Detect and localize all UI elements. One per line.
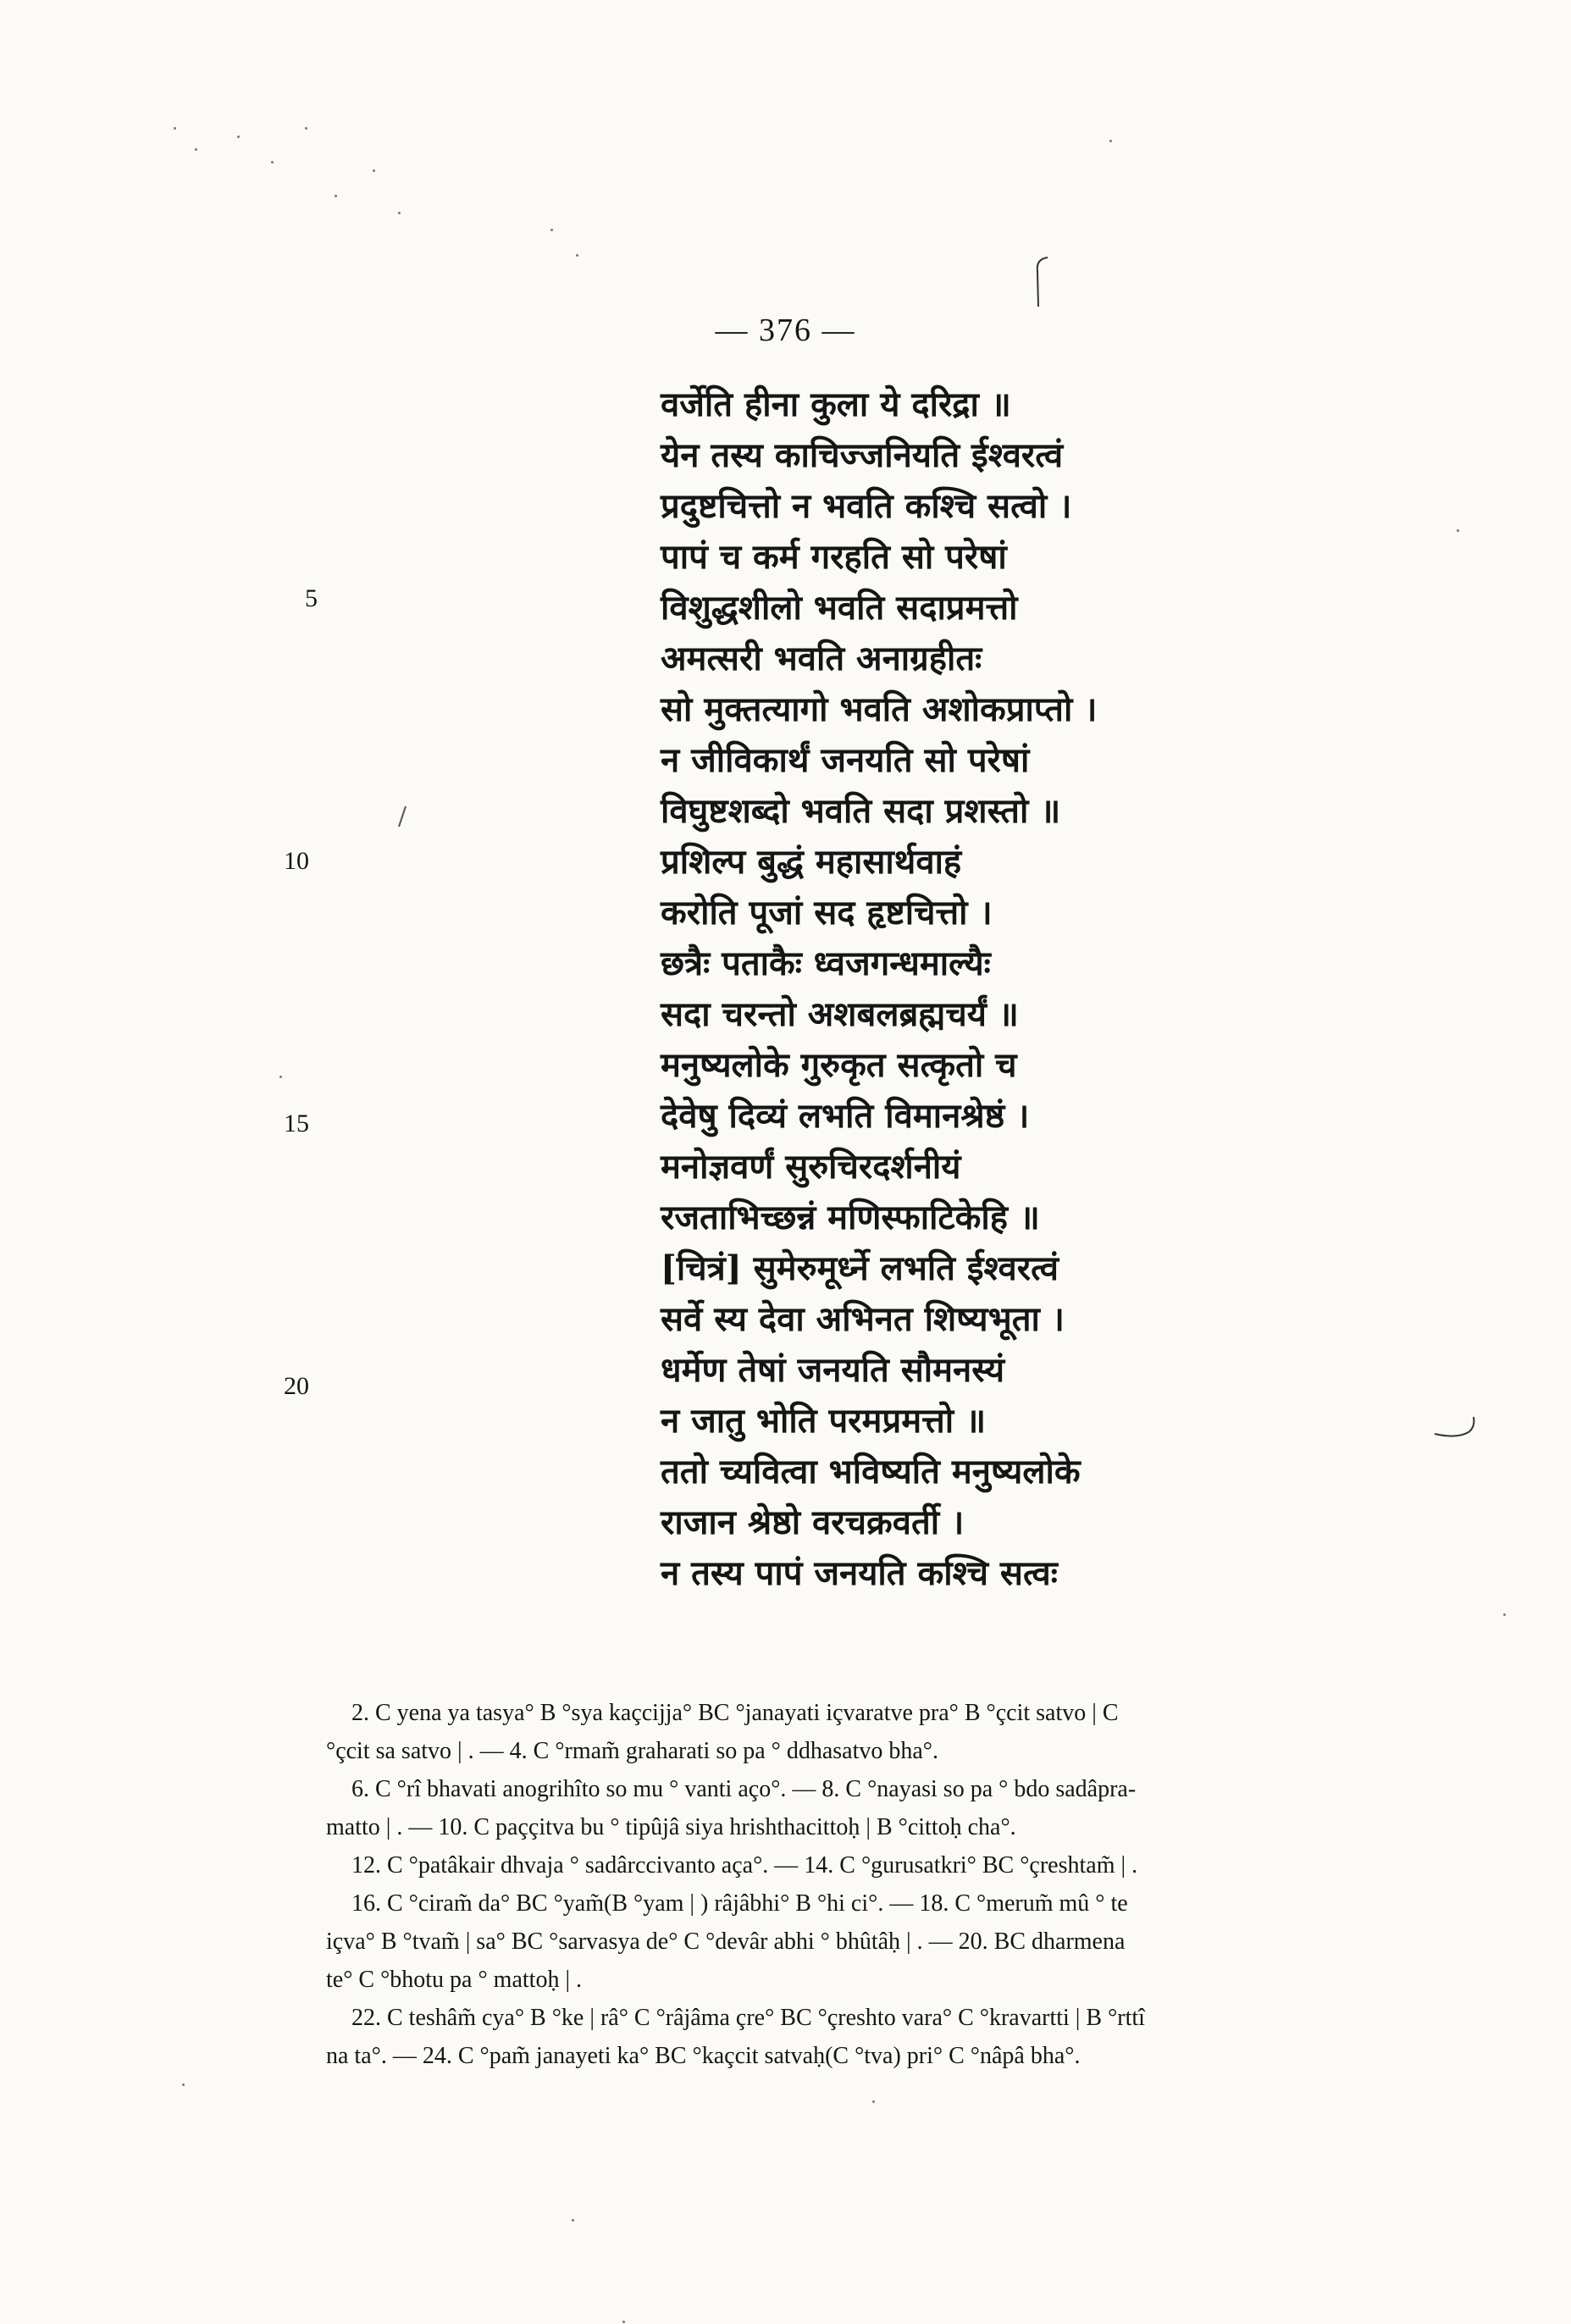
scan-speck <box>576 254 578 257</box>
scan-speck <box>182 2083 185 2086</box>
verse-line: पापं च कर्म गरहति सो परेषां <box>661 537 1007 577</box>
verse-line: छत्रैः पताकैः ध्वजगन्धमाल्यैः <box>661 943 991 983</box>
footnote-line: te° C °bhotu pa ° mattoḥ | . <box>326 1967 583 1993</box>
scan-speck <box>872 2100 875 2103</box>
critical-apparatus <box>326 1694 1419 2075</box>
verse-line: विघुष्टशब्दो भवति सदा प्रशस्तो ॥ <box>661 791 1061 831</box>
scan-speck <box>305 127 307 130</box>
footnote-line: °çcit sa satvo | . — 4. C °rmam̃ graharati so pa ° ddhasatvo bha°. <box>326 1738 938 1764</box>
verse-line: करोति पूजां सद हृष्टचित्तो । <box>661 893 993 932</box>
footnote-line: na ta°. — 24. C °pam̃ janayeti ka° BC °kaçcit satvaḥ(C °tva) pri° C °nâpâ bha°. <box>326 2043 1081 2069</box>
footnote-line: 6. C °rî bhavati anogrihîto so mu ° vanti aço°. — 8. C °nayasi so pa ° bdo sadâpra- <box>351 1776 1137 1802</box>
scan-speck <box>174 127 176 130</box>
footnote-line: içva° B °tvam̃ | sa° BC °sarvasya de° C °devâr abhi ° bhûtâḥ | . — 20. BC dharmena <box>326 1928 1126 1955</box>
scan-speck <box>1457 529 1459 532</box>
verse-line: धर्मेण तेषां जनयति सौमनस्यं <box>661 1350 1005 1390</box>
scan-speck <box>335 195 337 197</box>
verse-line: देवेषु दिव्यं लभति विमानश्रेष्ठं । <box>661 1096 1030 1136</box>
footnote-line: matto | . — 10. C paççitva bu ° tipûjâ siya hrishthacittoḥ | B °cittoḥ cha°. <box>326 1814 1016 1840</box>
scan-speck <box>550 229 553 231</box>
verse-line: प्रशिल्प बुद्धं महासार्थवाहं <box>661 842 962 882</box>
line-number-15: 15 <box>284 1109 309 1137</box>
verse-line: अमत्सरी भवति अनाग्रहीतः <box>661 639 982 678</box>
verse-line: रजताभिच्छन्नं मणिस्फाटिकेहि ॥ <box>661 1198 1040 1237</box>
verse-line: सो मुक्तत्यागो भवति अशोकप्राप्तो । <box>661 689 1098 729</box>
pencil-mark <box>394 805 411 830</box>
scan-speck <box>271 161 274 163</box>
scan-speck <box>1109 140 1112 142</box>
line-number-5: 5 <box>305 584 318 612</box>
verse-line: [चित्रं] सुमेरुमूर्ध्ने लभति ईश्वरत्वं <box>661 1248 1059 1288</box>
verse-block <box>661 379 1338 1599</box>
footnote-line: 16. C °ciram̃ da° BC °yam̃(B °yam | ) râjâbhi° B °hi ci°. — 18. C °merum̃ mû ° te <box>351 1890 1128 1917</box>
verse-line: राजान श्रेष्ठो वरचक्रवर्ती । <box>661 1502 965 1542</box>
verse-line: विशुद्धशीलो भवति सदाप्रमत्तो <box>661 588 1018 628</box>
scan-speck <box>398 212 401 214</box>
scan-speck <box>195 148 197 151</box>
verse-line: प्रदुष्टचित्तो न भवति कश्चि सत्वो । <box>661 486 1072 526</box>
verse-line: मनोज्ञवर्णं सुरुचिरदर्शनीयं <box>661 1147 961 1187</box>
verse-line: वर्जेति हीना कुला ये दरिद्रा ॥ <box>661 385 1011 424</box>
line-number-20: 20 <box>284 1372 309 1400</box>
verse-line: येन तस्य काचिज्जनियति ईश्वरत्वं <box>661 435 1064 475</box>
verse-line: सदा चरन्तो अशबलब्रह्मचर्यं ॥ <box>661 994 1019 1034</box>
verse-line: न तस्य पापं जनयति कश्चि सत्वः <box>661 1553 1058 1593</box>
scan-speck <box>279 1076 282 1078</box>
verse-line: सर्वे स्य देवा अभिनत शिष्यभूता । <box>661 1299 1065 1339</box>
page-number: — 376 — <box>715 313 856 348</box>
scan-speck <box>622 2321 625 2323</box>
line-number-10: 10 <box>284 847 309 875</box>
pencil-mark <box>1431 1410 1482 1444</box>
verse-line: मनुष्यलोके गुरुकृत सत्कृतो च <box>661 1045 1017 1085</box>
pencil-mark <box>1029 254 1054 313</box>
verse-line: न जीविकार्थं जनयति सो परेषां <box>661 740 1030 780</box>
footnote-line: 22. C teshâm̃ cya° B °ke | râ° C °râjâma çre° BC °çreshto vara° C °kravartti | B °rttî <box>351 2005 1145 2031</box>
scan-speck <box>572 2219 574 2222</box>
footnote-line: 2. C yena ya tasya° B °sya kaçcijja° BC °janayati içvaratve pra° B °çcit satvo | C <box>351 1700 1119 1726</box>
scan-speck <box>237 136 240 138</box>
footnote-line: 12. C °patâkair dhvaja ° sadârccivanto aça°. — 14. C °gurusatkri° BC °çreshtam̃ | . <box>351 1852 1138 1879</box>
verse-line: न जातु भोति परमप्रमत्तो ॥ <box>661 1401 987 1441</box>
scan-speck <box>373 169 375 172</box>
verse-line: ततो च्यवित्वा भविष्यति मनुष्यलोके <box>661 1452 1081 1491</box>
scan-speck <box>1503 1613 1506 1616</box>
